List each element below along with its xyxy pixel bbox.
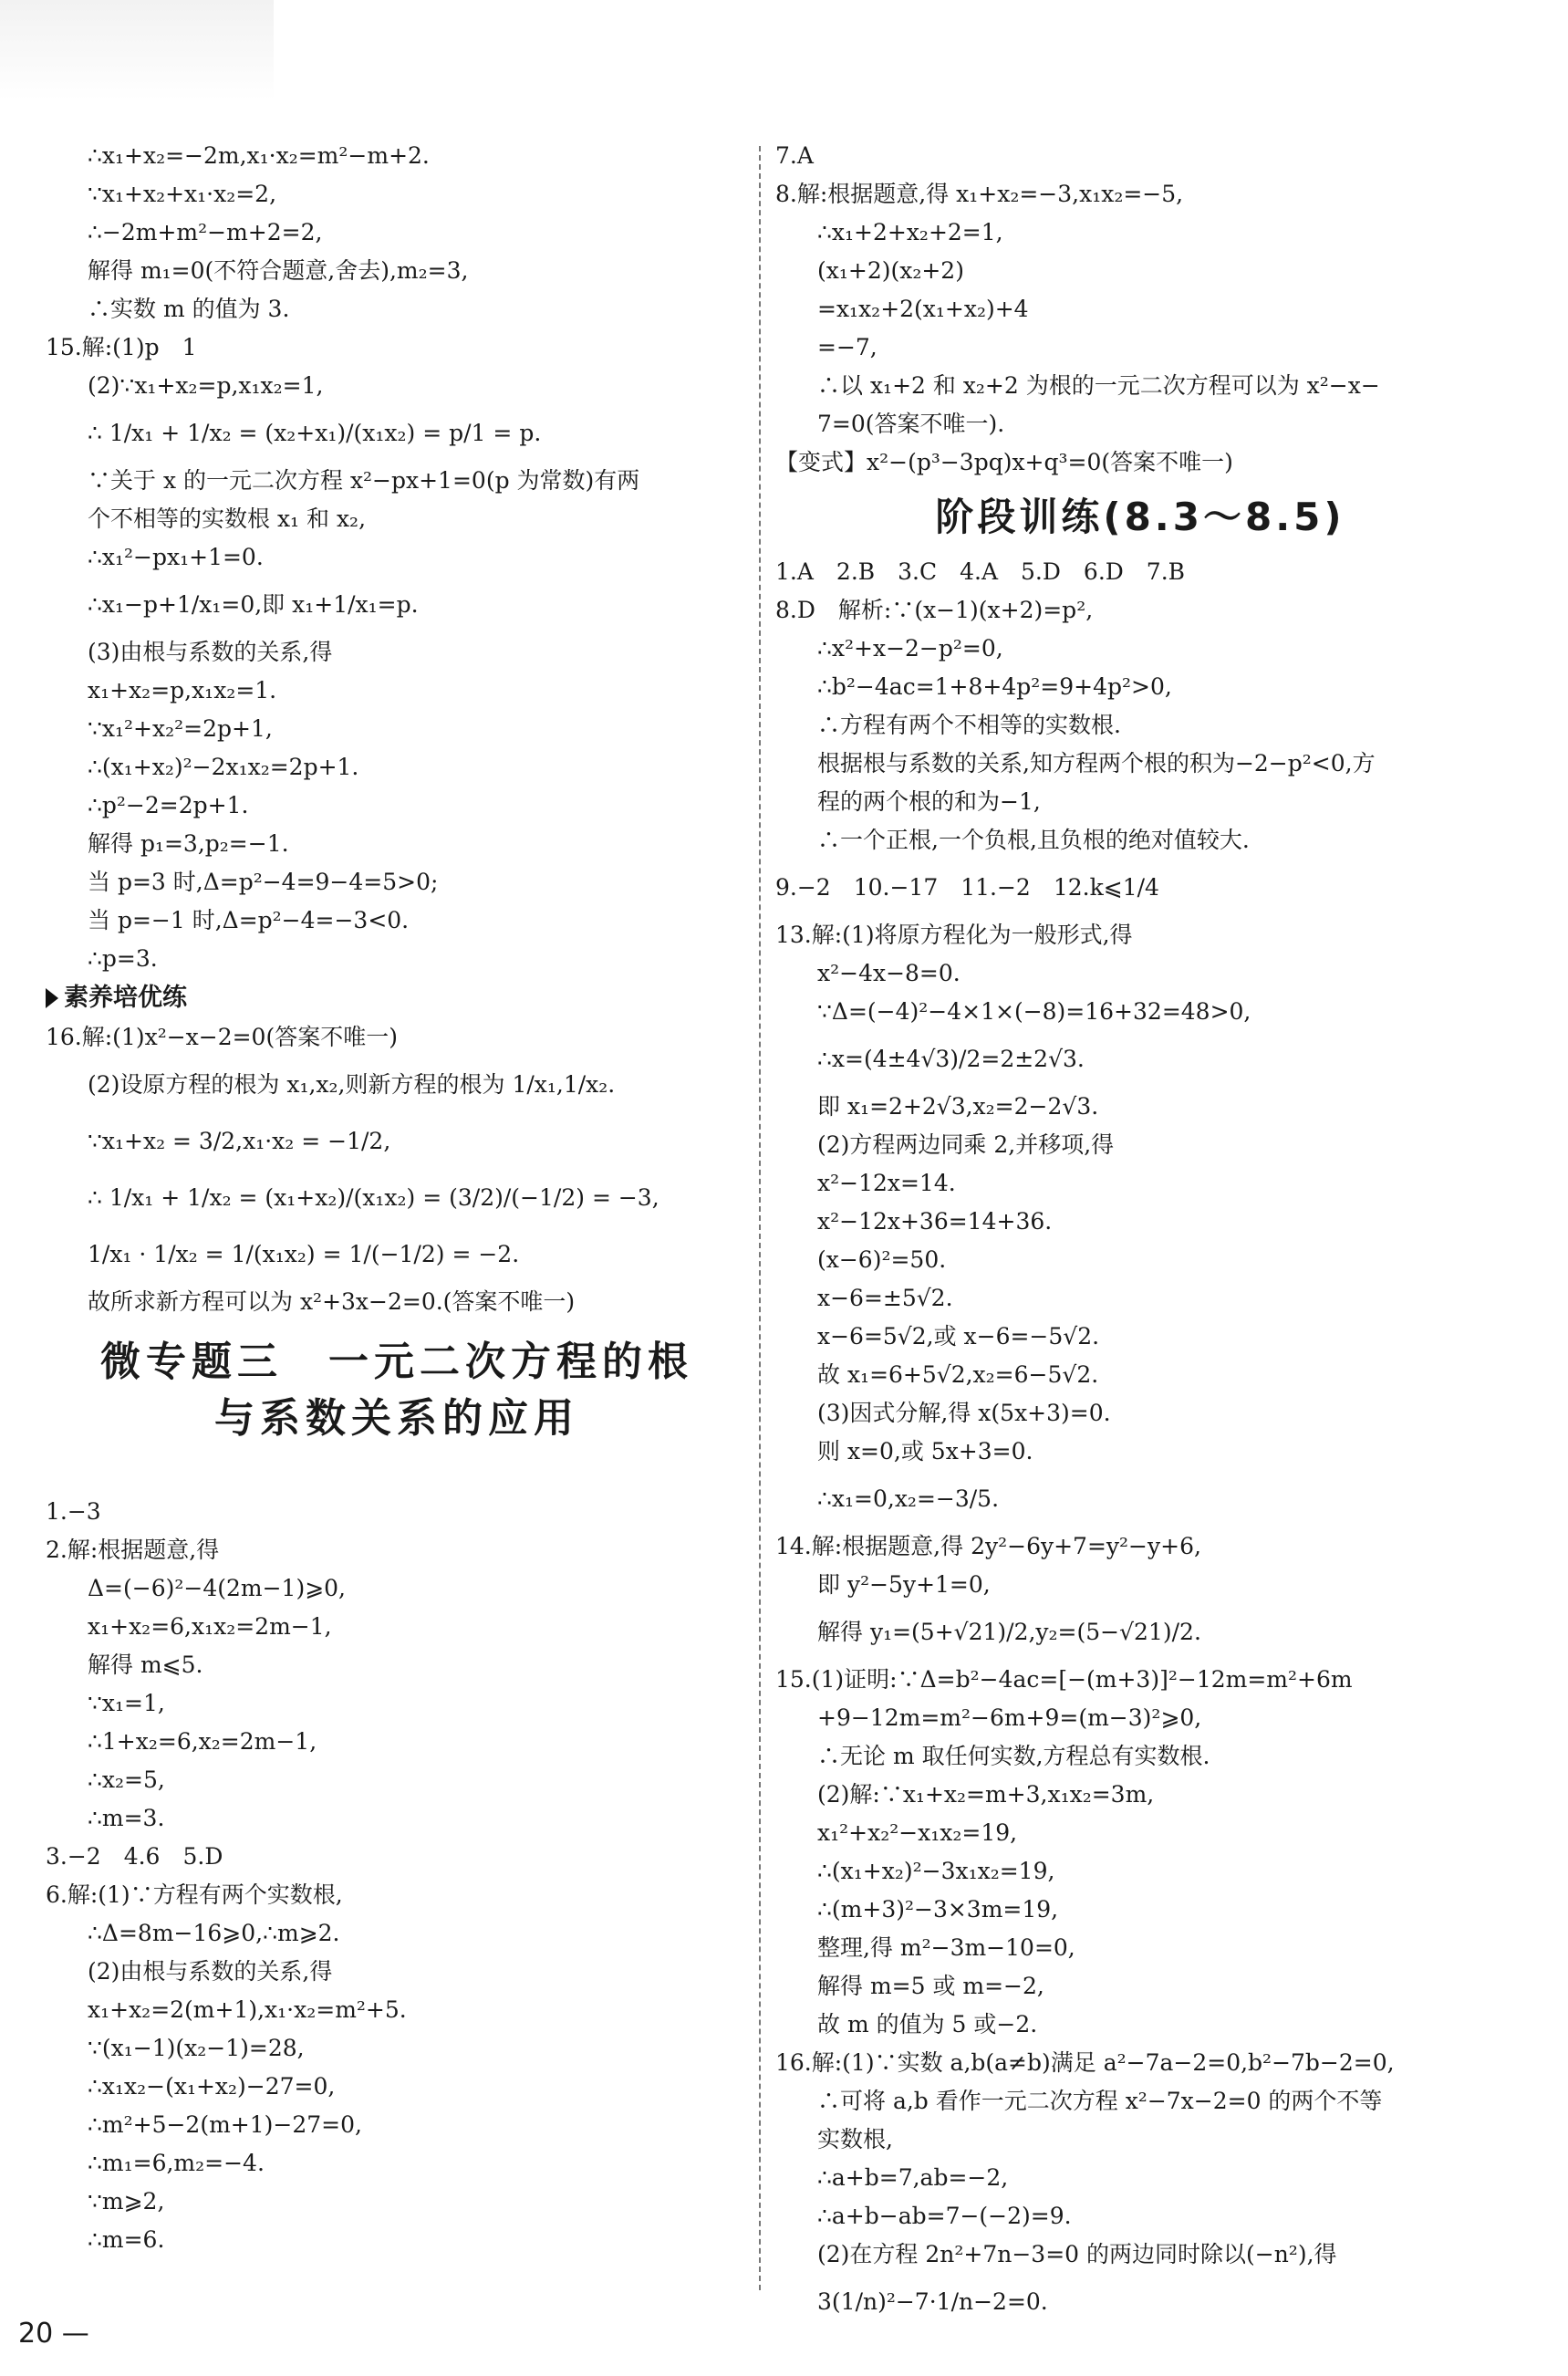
text-line: ∴x₁=0,x₂=−3/5.	[817, 1485, 1000, 1512]
stage-training-title: 阶段训练(8.3～8.5)	[935, 495, 1345, 539]
text-line: ∴(x₁+x₂)²−3x₁x₂=19,	[817, 1858, 1055, 1884]
text-line: ∴m₁=6,m₂=−4.	[88, 2150, 265, 2176]
text-line: x²−4x−8=0.	[817, 960, 961, 986]
text-line: (3)由根与系数的关系,得	[88, 639, 333, 665]
text-line: (x₁+2)(x₂+2)	[817, 257, 964, 284]
text-line: ∵x₁+x₂+x₁·x₂=2,	[88, 181, 277, 207]
text-line: ∴x₁²−px₁+1=0.	[88, 544, 264, 570]
text-line: (2)∵x₁+x₂=p,x₁x₂=1,	[88, 372, 324, 399]
question-1: 1.−3	[46, 1498, 101, 1525]
text-line: ∴p²−2=2p+1.	[88, 792, 249, 818]
text-line: x−6=±5√2.	[817, 1285, 953, 1311]
question-2-head: 2.解:根据题意,得	[46, 1537, 220, 1563]
text-line: =x₁x₂+2(x₁+x₂)+4	[817, 296, 1029, 322]
text-line: ∴Δ=8m−16⩾0,∴m⩾2.	[88, 1920, 340, 1946]
text-line: 3(1/n)²−7·1/n−2=0.	[817, 2288, 1048, 2315]
scan-smudge	[0, 0, 274, 100]
text-line: ∴1+x₂=6,x₂=2m−1,	[88, 1728, 317, 1755]
topic-title	[46, 1334, 748, 1447]
text-line: ∴m²+5−2(m+1)−27=0,	[88, 2111, 362, 2138]
topic-title-line1: 微专题三 一元二次方程的根	[100, 1339, 693, 1385]
left-column	[46, 137, 748, 2259]
text-line: =−7,	[817, 334, 877, 360]
text-line: 故 m 的值为 5 或−2.	[817, 2011, 1038, 2037]
text-line: 故所求新方程可以为 x²+3x−2=0.(答案不唯一)	[88, 1288, 576, 1315]
text-line: x₁²+x₂²−x₁x₂=19,	[817, 1819, 1018, 1846]
text-line: x₁+x₂=2(m+1),x₁·x₂=m²+5.	[88, 1996, 407, 2023]
text-line: ∴x₁x₂−(x₁+x₂)−27=0,	[88, 2073, 336, 2100]
question-7: 7.A	[775, 142, 814, 169]
question-8b-head: 8.D 解析:∵(x−1)(x+2)=p²,	[775, 597, 1094, 623]
question-16-head: 16.解:(1)x²−x−2=0(答案不唯一)	[46, 1024, 398, 1050]
text-line: ∴ 1/x₁ + 1/x₂ = (x₂+x₁)/(x₁x₂) = p/1 = p.	[88, 420, 542, 446]
text-line: 即 y²−5y+1=0,	[817, 1571, 991, 1598]
text-line: +9−12m=m²−6m+9=(m−3)²⩾0,	[817, 1704, 1202, 1731]
text-line: 解得 m₁=0(不符合题意,舍去),m₂=3,	[88, 257, 469, 284]
question-8-head: 8.解:根据题意,得 x₁+x₂=−3,x₁x₂=−5,	[775, 181, 1184, 207]
text-line: Δ=(−6)²−4(2m−1)⩾0,	[88, 1575, 347, 1601]
triangle-marker-icon	[46, 988, 58, 1008]
text-line: 即 x₁=2+2√3,x₂=2−2√3.	[817, 1093, 1099, 1120]
text-line: ∵m⩾2,	[88, 2188, 165, 2214]
text-line: ∴−2m+m²−m+2=2,	[88, 219, 323, 245]
text-line: (2)在方程 2n²+7n−3=0 的两边同时除以(−n²),得	[817, 2241, 1337, 2267]
text-line: ∴x=(4±4√3)/2=2±2√3.	[817, 1046, 1085, 1072]
section-label: 素养培优练	[64, 984, 187, 1012]
text-line: ∴ 1/x₁ + 1/x₂ = (x₁+x₂)/(x₁x₂) = (3/2)/(−1/2) = −3,	[88, 1184, 659, 1211]
question-16-head: 16.解:(1)∵实数 a,b(a≠b)满足 a²−7a−2=0,b²−7b−2=0,	[775, 2049, 1395, 2076]
question-15-head: 15.(1)证明:∵Δ=b²−4ac=[−(m+3)]²−12m=m²+6m	[775, 1666, 1353, 1693]
text-line: 1/x₁ · 1/x₂ = 1/(x₁x₂) = 1/(−1/2) = −2.	[88, 1241, 520, 1267]
text-line: 故 x₁=6+5√2,x₂=6−5√2.	[817, 1361, 1099, 1388]
variant-answer: 【变式】x²−(p³−3pq)x+q³=0(答案不唯一)	[775, 449, 1233, 475]
question-6-head: 6.解:(1)∵方程有两个实数根,	[46, 1881, 343, 1908]
question-13-head: 13.解:(1)将原方程化为一般形式,得	[775, 922, 1133, 948]
text-line: 实数根,	[817, 2126, 893, 2152]
text-line: (2)设原方程的根为 x₁,x₂,则新方程的根为 1/x₁,1/x₂.	[88, 1071, 616, 1098]
text-line: x₁+x₂=p,x₁x₂=1.	[88, 677, 277, 703]
text-line: ∴可将 a,b 看作一元二次方程 x²−7x−2=0 的两个不等	[817, 2088, 1383, 2114]
text-line: x−6=5√2,或 x−6=−5√2.	[817, 1323, 1100, 1350]
text-line: 整理,得 m²−3m−10=0,	[817, 1934, 1075, 1961]
text-line: ∴(m+3)²−3×3m=19,	[817, 1896, 1059, 1923]
text-line: ∴方程有两个不相等的实数根.	[817, 712, 1121, 738]
questions-3-5: 3.−2 4.6 5.D	[46, 1843, 223, 1870]
text-line: ∴a+b−ab=7−(−2)=9.	[817, 2203, 1072, 2229]
text-line: ∴一个正根,一个负根,且负根的绝对值较大.	[817, 827, 1250, 853]
text-line: ∴x₂=5,	[88, 1766, 165, 1793]
text-line: 则 x=0,或 5x+3=0.	[817, 1438, 1033, 1464]
text-line: (3)因式分解,得 x(5x+3)=0.	[817, 1400, 1111, 1426]
fill-in-answers: 9.−2 10.−17 11.−2 12.k⩽1/4	[775, 874, 1159, 901]
text-line: 7=0(答案不唯一).	[817, 411, 1005, 437]
text-line: 解得 m⩽5.	[88, 1652, 203, 1678]
text-line: x²−12x+36=14+36.	[817, 1208, 1053, 1235]
text-line: ∴x₁+2+x₂+2=1,	[817, 219, 1003, 245]
text-line: ∴(x₁+x₂)²−2x₁x₂=2p+1.	[88, 754, 359, 780]
multiple-choice-answers: 1.A 2.B 3.C 4.A 5.D 6.D 7.B	[775, 558, 1186, 585]
text-line: ∴无论 m 取任何实数,方程总有实数根.	[817, 1743, 1210, 1769]
section-heading	[46, 978, 748, 1018]
text-line: 当 p=3 时,Δ=p²−4=9−4=5>0;	[88, 869, 439, 895]
text-line: 解得 m=5 或 m=−2,	[817, 1973, 1044, 1999]
text-line: x²−12x=14.	[817, 1170, 956, 1196]
text-line: ∵Δ=(−4)²−4×1×(−8)=16+32=48>0,	[817, 998, 1251, 1025]
text-line: ∴x₁−p+1/x₁=0,即 x₁+1/x₁=p.	[88, 591, 419, 618]
text-line: ∵x₁+x₂ = 3/2,x₁·x₂ = −1/2,	[88, 1128, 391, 1154]
topic-title-line2: 与系数关系的应用	[214, 1395, 579, 1442]
column-divider	[759, 146, 763, 2290]
text-line: 当 p=−1 时,Δ=p²−4=−3<0.	[88, 907, 410, 933]
text-line: (2)由根与系数的关系,得	[88, 1958, 333, 1985]
text-line: 解得 p₁=3,p₂=−1.	[88, 830, 289, 857]
text-line: ∴以 x₁+2 和 x₂+2 为根的一元二次方程可以为 x²−x−	[817, 372, 1380, 399]
text-line: x₁+x₂=6,x₁x₂=2m−1,	[88, 1613, 332, 1640]
text-line: ∴x²+x−2−p²=0,	[817, 635, 1003, 662]
text-line: ∴p=3.	[88, 945, 158, 972]
text-line: ∵(x₁−1)(x₂−1)=28,	[88, 2035, 305, 2061]
text-line: ∴x₁+x₂=−2m,x₁·x₂=m²−m+2.	[88, 142, 430, 169]
text-line: (x−6)²=50.	[817, 1246, 947, 1273]
text-line: ∴实数 m 的值为 3.	[88, 296, 290, 322]
text-line: ∵x₁²+x₂²=2p+1,	[88, 715, 273, 742]
text-line: ∴b²−4ac=1+8+4p²=9+4p²>0,	[817, 673, 1172, 700]
text-line: ∴m=3.	[88, 1805, 165, 1831]
question-14-head: 14.解:根据题意,得 2y²−6y+7=y²−y+6,	[775, 1533, 1201, 1559]
text-line: 根据根与系数的关系,知方程两个根的积为−2−p²<0,方	[817, 750, 1376, 776]
page-number: 20 —	[18, 2318, 89, 2350]
text-line: 个不相等的实数根 x₁ 和 x₂,	[88, 505, 367, 532]
text-line: 程的两个根的和为−1,	[817, 788, 1041, 815]
text-line: (2)方程两边同乘 2,并移项,得	[817, 1131, 1115, 1158]
text-line: ∵关于 x 的一元二次方程 x²−px+1=0(p 为常数)有两	[88, 467, 640, 494]
text-line: ∵x₁=1,	[88, 1690, 165, 1716]
text-line: ∴a+b=7,ab=−2,	[817, 2164, 1009, 2191]
question-15-head: 15.解:(1)p 1	[46, 334, 197, 360]
right-column	[775, 137, 1505, 2330]
text-line: (2)解:∵x₁+x₂=m+3,x₁x₂=3m,	[817, 1781, 1155, 1808]
text-line: ∴m=6.	[88, 2226, 165, 2253]
text-line: 解得 y₁=(5+√21)/2,y₂=(5−√21)/2.	[817, 1619, 1201, 1645]
